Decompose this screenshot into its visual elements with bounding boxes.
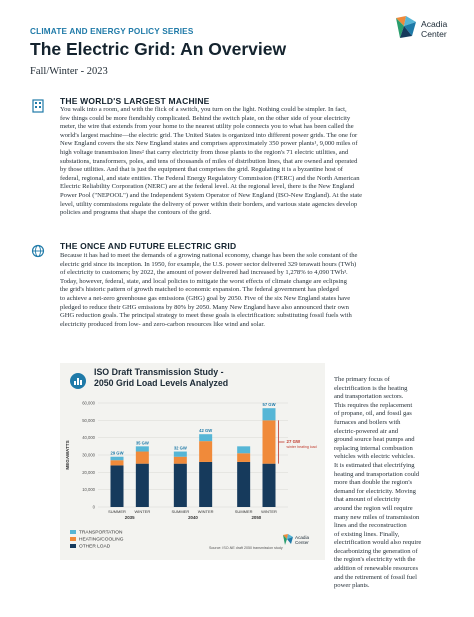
body-line: policies and programs that shape the contours of the grid. [60,209,212,217]
callout-label: 27 GW [286,439,301,444]
bar-total-label: 35 GW [135,440,149,446]
sidebar-line: of existing lines. Finally, [334,530,400,538]
sidebar-text [334,376,452,591]
legend-label: TRANSPORTATION [79,530,123,536]
bar-segment [174,452,187,457]
y-tick-label: 60,000 [82,400,95,406]
sidebar-line: power plants. [334,582,370,590]
y-tick-label: 40,000 [82,435,95,441]
bar-total-label: 42 GW [199,428,213,434]
chart-icon [70,373,86,389]
body-line: electricity produced from low- and zero-carbon resources like wind and solar. [60,320,265,328]
bar-segment [174,464,187,507]
legend-label: OTHER LOAD [79,544,111,550]
bar-segment [111,465,124,507]
body-line: level, utility commissions regulate the delivery of power within their borders, and various state agencies develop [60,200,358,208]
body-line: GHG reduction goals. The principal strategy to meet these goals is electrification: substituting fossil fuels with [60,312,352,320]
section-heading: THE ONCE AND FUTURE ELECTRIC GRID [60,241,237,251]
sidebar-line: of propane, oil, and fossil gas [334,410,412,418]
legend-item [70,537,123,542]
chart-title-line-2: 2050 Grid Load Levels Analyzed [94,377,229,388]
bar-segment [136,452,149,464]
bar-total-label: 57 GW [262,402,276,408]
bar-segment [263,464,276,507]
body-line: electric grid since its inception. In 1950, for example, the U.S. power sector delivered 329 terawatt hours (TWh) [60,260,357,268]
x-group-label: 2040 [188,515,198,520]
building-icon [31,99,45,113]
globe-icon [31,244,45,258]
y-tick-label: 30,000 [82,452,95,458]
x-tick-label: WINTER [197,509,214,514]
bar-segment [263,420,276,463]
bar-segment [199,434,212,441]
bar-segment [111,457,124,460]
body-line: New England covers the six New England states and comprises approximately 350 power plants¹, 9,000 miles of [60,140,358,148]
x-group-label: 2035 [124,515,135,520]
card-logo-line-2: Center [295,540,309,545]
sidebar-line: the region's electricity with the [334,556,416,564]
body-line: high voltage transmission lines² that carry electricity from those plants to the region's 71 electric utilities, and [60,148,349,156]
sidebar-line: The primary focus of [334,376,390,383]
body-line: federal, regional, and state entities. The Federal Energy Regulatory Commission (FERC) and the North American [60,174,360,182]
bar-segment [199,462,212,507]
body-line: You walk into a room, and with the flick of a switch, you turn on the light. Nothing could be simpler. In fact, [60,106,347,113]
sidebar-line: electric-powered air and [334,427,399,435]
sidebar-line: electrification would also require [334,539,422,547]
sidebar-line: that amount of electricity [334,496,401,504]
y-tick-label: 10,000 [82,487,95,493]
bar-total-label: 32 GW [173,445,187,451]
sidebar-line: many new miles of transmission [334,513,420,521]
page-title: The Electric Grid: An Overview [30,39,287,59]
legend-swatch [70,530,76,534]
sidebar-line: and transportation sectors. [334,393,404,401]
x-tick-label: WINTER [134,509,151,514]
body-line: substations, transformers, poles, and tens of thousands of miles of distribution lines, that are owned and operated [60,157,358,165]
series-label: CLIMATE AND ENERGY POLICY SERIES [30,27,194,36]
body-line: by those utilities. And that is just the equipment that comprises the grid. Regulating it is a byzantine host of [60,166,343,174]
bar-segment [237,453,250,462]
legend-item [70,544,110,549]
sidebar-line: It is estimated that electrifying [334,461,415,469]
legend-swatch [70,537,76,541]
bar-segment [136,464,149,507]
legend-item [70,530,122,535]
legend-label: HEATING/COOLING [79,537,124,543]
x-tick-label: SUMMER [108,509,126,514]
y-tick-label: 20,000 [82,469,95,475]
y-axis-label: MEGAWATTS [65,440,70,470]
x-group-label: 2050 [251,515,262,520]
sidebar-line: demand for electricity. Moving [334,487,416,495]
body-line: Electric Reliability Corporation (NERC) are at the federal level. At the regional level, there is the New England [60,183,355,191]
sidebar-line: decarbonizing the generation of [334,547,418,555]
callout-sublabel: winter heating load [286,445,317,449]
bar-segment [237,462,250,507]
body-line: pledged to reduce their GHG emissions by 80% by 2050. Many New England have also announced their own [60,303,349,311]
logo-wordmark [421,20,447,39]
body-line: Today, however, federal, state, and local policies to mitigate the worst effects of climate change are eclipsing [60,277,347,285]
logo-line-1: Acadia [421,19,448,29]
body-line: world's largest machine—the electric grid. The United States is organized into different power grids. The one for [60,131,358,139]
bar-total-label: 29 GW [110,450,124,456]
card-logo-line-1: Acadia [295,535,310,540]
sidebar-line: lines and the reconstruction [334,522,407,530]
x-tick-label: SUMMER [234,509,253,514]
body-line: few things could be more fiendishly complicated. Behind the switch plate, on the other side of your electricity [60,114,351,122]
chart-title [94,367,228,388]
sidebar-line: ground source heat pumps and [334,436,415,444]
body-line: Because it has had to meet the demands of a growing national economy, change has been the sole constant of the [60,252,358,259]
y-tick-label: 0 [92,504,95,510]
body-line: the grid's historic pattern of growth matched to economic expansion. The federal government has pledged [60,286,339,294]
section-body [60,252,452,329]
sidebar-line: heating and transportation could [334,470,420,478]
x-tick-label: WINTER [261,509,277,514]
chart-source: Source: ISO-NE draft 2050 transmission study [209,546,283,550]
card-logo-wordmark [295,535,309,545]
section-heading: THE WORLD'S LARGEST MACHINE [60,96,210,106]
sidebar-line: more than double the region's [334,479,413,487]
bar-segment [136,446,149,451]
sidebar-line: around the region will require [334,504,413,512]
x-tick-label: SUMMER [171,509,190,514]
sidebar-line: vehicles with electric vehicles. [334,453,415,461]
y-tick-label: 50,000 [82,417,95,423]
page-subtitle: Fall/Winter - 2023 [30,66,108,77]
section-body [60,106,452,218]
sidebar-line: and the retirement of fossil fuel [334,573,417,581]
bar-segment [237,446,250,453]
bar-segment [111,460,124,465]
sidebar-line: electrification is the heating [334,384,408,392]
sidebar-line: addition of renewable resources [334,565,419,573]
sidebar-line: This requires the replacement [334,401,413,409]
logo-line-2: Center [421,28,447,39]
bar-segment [199,441,212,462]
bar-segment [263,408,276,420]
body-line: meter, the wire that extends from your home to the nearest utility pole connects you to what has been called the [60,123,354,131]
body-line: of electricity to customers; by 2022, the amount of power delivered had increased by 1,278% to 4,090 TWh³. [60,269,348,277]
chart-title-line-1: ISO Draft Transmission Study - [94,367,224,377]
sidebar-line: furnaces and boilers with [334,418,401,426]
chart-plot [60,395,325,530]
sidebar-line: replacing internal combustion [334,444,413,452]
legend-swatch [70,544,76,548]
bar-segment [174,457,187,464]
body-line: to achieve a net-zero greenhouse gas emissions (GHG) goal by 2050. Five of the six New England states have [60,294,351,302]
body-line: Power Pool ("NEPOOL") and the Independent System Operator of New England (ISO-New England). At the state [60,191,363,199]
